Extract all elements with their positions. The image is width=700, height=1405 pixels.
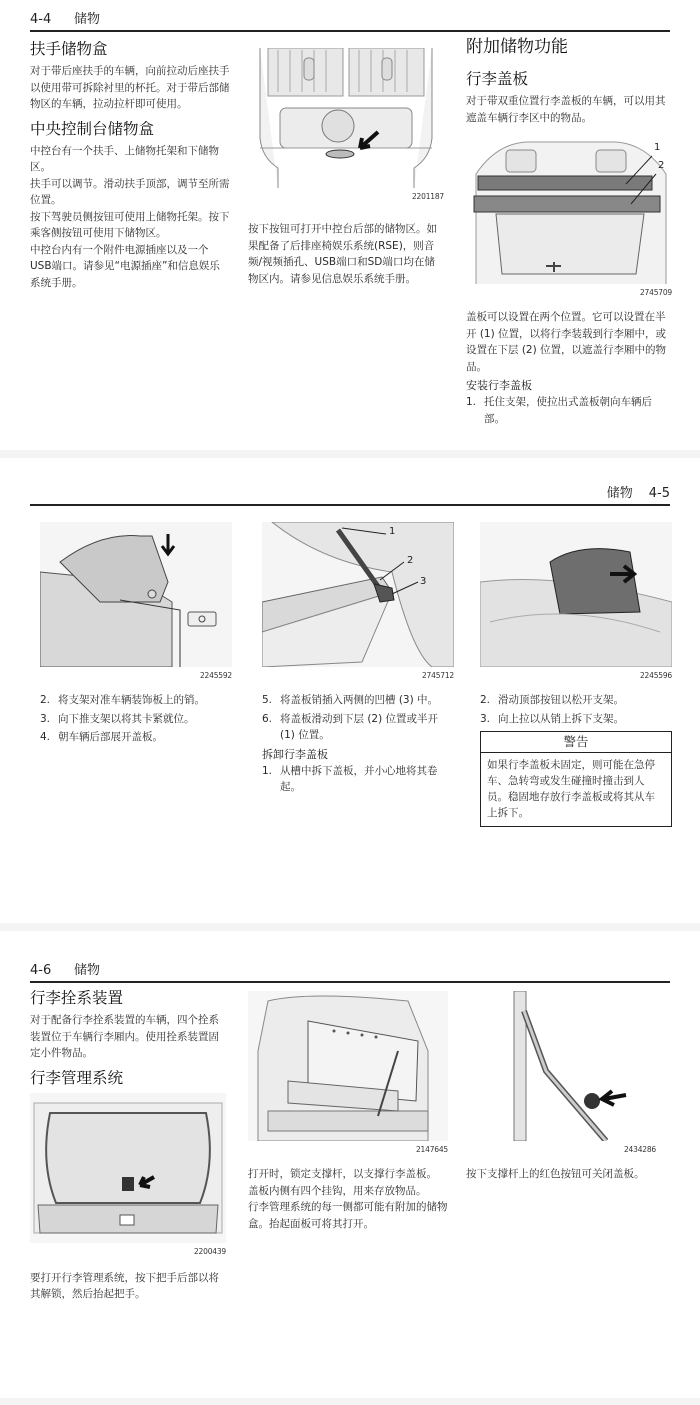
manual-page-4-4 [0, 0, 700, 450]
heading-tie-downs: 行李拴系装置 [30, 989, 124, 1007]
heading-armrest-storage: 扶手储物盒 [30, 40, 108, 58]
paragraph: 按下支撑杆上的红色按钮可关闭盖板。 [466, 1168, 645, 1180]
cargo-cover-open-illustration [248, 991, 448, 1141]
step-item: 3. 向下推支架以将其卡紧就位。 [40, 712, 195, 725]
column-2 [248, 48, 444, 287]
paragraph: 盖板可以设置在两个位置。它可以设置在半开 (1) 位置，以将行李装载到行李厢中，或设置在下层 (2) 位置，以遮盖行李厢中的物品。 [466, 311, 667, 373]
paragraph: 行李管理系统的每一侧都可能有附加的储物盒。抬起面板可将其打开。 [248, 1201, 448, 1230]
figure-id: 2245592 [199, 671, 232, 680]
page-number: 4-5 [648, 486, 670, 501]
paragraph: 中控台有一个扶手、上储物托架和下储物区。 [30, 144, 219, 173]
manual-page-4-5 [0, 458, 700, 923]
heading-additional-storage: 附加储物功能 [466, 37, 568, 57]
warning-body: 如果行李盖板未固定，则可能在急停车、急转弯或发生碰撞时撞击到人员。稳固地存放行李盖板或将其从车上拆下。 [487, 759, 655, 819]
cargo-management-illustration [30, 1093, 226, 1243]
heading-cargo-cover: 行李盖板 [466, 70, 529, 88]
running-head [30, 8, 670, 32]
heading-install-cover: 安装行李盖板 [466, 379, 532, 392]
section-title: 储物 [74, 963, 101, 978]
warning-box [480, 731, 672, 827]
column-3 [466, 36, 672, 429]
column-1 [40, 522, 232, 748]
figure-id: 2745712 [421, 671, 454, 680]
step-list [262, 692, 454, 744]
step-item: 4. 朝车辆后部展开盖板。 [40, 731, 163, 743]
step-list [40, 692, 232, 746]
step-item: 6. 将盖板滑动到下层 (2) 位置或半开 (1) 位置。 [262, 712, 439, 741]
step-item: 1. 从槽中拆下盖板，并小心地将其卷起。 [262, 764, 438, 793]
cover-pin-slot-illustration [262, 522, 454, 667]
column-2 [248, 991, 448, 1232]
paragraph: 对于带双重位置行李盖板的车辆，可以用其遮盖车辆行李区中的物品。 [466, 95, 666, 124]
page-number: 4-6 [30, 963, 52, 978]
paragraph: 按下按钮可打开中控台后部的储物区。如果配备了后排座椅娱乐系统(RSE)，则音频/视频插孔、USB端口和SD端口均在储物区内。请参见信息娱乐系统手册。 [248, 223, 437, 285]
callout-1: 1 [654, 142, 661, 153]
console-rear-illustration [248, 48, 444, 188]
step-item: 2. 滑动顶部按钮以松开支架。 [480, 694, 624, 706]
column-1 [30, 38, 230, 291]
bracket-release-illustration [480, 522, 672, 667]
figure-id: 2745709 [639, 288, 672, 297]
callout-3: 3 [420, 576, 427, 587]
paragraph: 要打开行李管理系统，按下把手后部以将其解锁，然后抬起把手。 [30, 1271, 219, 1300]
column-3 [466, 991, 656, 1183]
warning-title: 警告 [481, 732, 671, 753]
step-list [480, 692, 672, 727]
callout-1: 1 [389, 526, 396, 537]
step-item: 3. 向上拉以从销上拆下支架。 [480, 712, 624, 725]
figure-id: 2245596 [639, 671, 672, 680]
figure-id: 2434286 [623, 1145, 656, 1154]
paragraph: 中控台内有一个附件电源插座以及一个USB端口。请参见“电源插座”和信息娱乐系统手册。 [30, 243, 220, 289]
paragraph: 对于配备行李拴系装置的车辆，四个拴系装置位于车辆行李厢内。使用拴系装置固定小件物品。 [30, 1014, 219, 1059]
bracket-alignment-illustration [40, 522, 232, 667]
step-item: 1. 托住支架，使拉出式盖板朝向车辆后部。 [466, 396, 652, 425]
callout-2: 2 [407, 555, 414, 566]
column-2 [262, 522, 454, 798]
step-item: 5. 将盖板销插入两侧的凹槽 (3) 中。 [262, 694, 439, 706]
column-3 [480, 522, 672, 827]
section-title: 储物 [606, 486, 633, 501]
paragraph: 按下驾驶员侧按钮可使用上储物托架。按下乘客侧按钮可使用下储物区。 [30, 210, 230, 239]
heading-cargo-management: 行李管理系统 [30, 1068, 124, 1087]
column-1 [30, 987, 226, 1303]
running-head [30, 959, 670, 983]
step-item: 2. 将支架对准车辆装饰板上的销。 [40, 694, 205, 706]
callout-2: 2 [658, 160, 665, 171]
paragraph: 盖板内侧有四个挂钩，用来存放物品。 [248, 1184, 427, 1197]
figure-id: 2201187 [411, 192, 444, 201]
manual-page-4-6 [0, 931, 700, 1398]
figure-id: 2147645 [415, 1145, 448, 1154]
page-number: 4-4 [30, 12, 52, 27]
running-head [30, 482, 670, 506]
paragraph: 扶手可以调节。滑动扶手顶部，调节至所需位置。 [30, 177, 230, 206]
heading-remove-cover: 拆卸行李盖板 [262, 747, 328, 761]
support-rod-button-illustration [466, 991, 656, 1141]
cargo-cover-illustration [466, 134, 672, 284]
heading-center-console-storage: 中央控制台储物盒 [30, 119, 155, 138]
figure-id: 2200439 [193, 1246, 226, 1256]
paragraph: 打开时，锁定支撑杆，以支撑行李盖板。 [248, 1168, 437, 1180]
paragraph: 对于带后座扶手的车辆，向前拉动后座扶手以使用带可拆除衬里的杯托。对于带后部储物区的车辆，拉动拉杆即可使用。 [30, 65, 230, 110]
section-title: 储物 [74, 12, 101, 27]
